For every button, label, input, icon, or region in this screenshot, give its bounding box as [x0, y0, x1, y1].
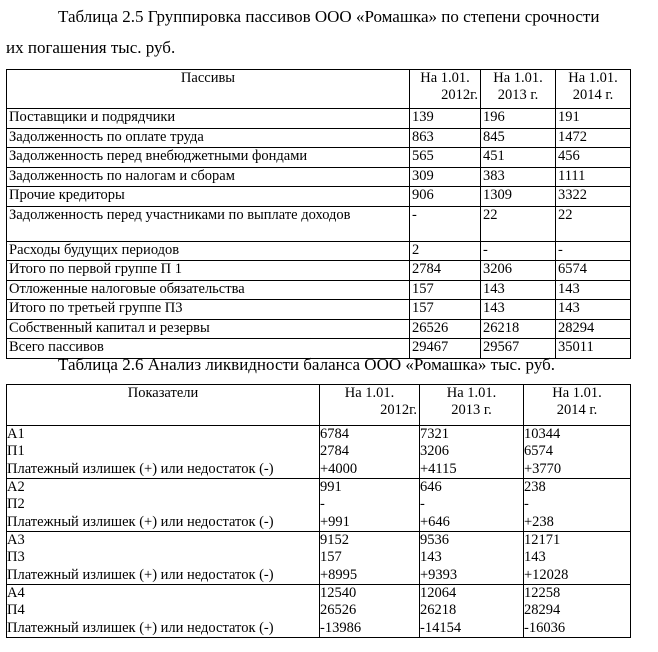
table1-row [7, 261, 631, 281]
value-2012: 157 [410, 280, 481, 300]
value-2013: 143 [481, 300, 556, 320]
liabilities-grouping-table [6, 69, 631, 359]
table1-row [7, 148, 631, 168]
table1-row [7, 241, 631, 261]
table1-header-2014: На 1.01. 2014 г. [556, 70, 631, 109]
liquidity-analysis-table [6, 384, 631, 638]
row-label: Собственный капитал и резервы [7, 319, 410, 339]
table2-group-row [7, 479, 631, 532]
values-2012: 12540 26526 -13986 [320, 585, 420, 638]
table1-caption-line2: их погашения тыс. руб. [6, 38, 176, 57]
value-2013: - [481, 241, 556, 261]
value-2012: 906 [410, 187, 481, 207]
row-label: Поставщики и подрядчики [7, 109, 410, 129]
balance-label: Платежный излишек (+) или недостаток (-) [7, 460, 274, 477]
asset-label: А4 [7, 585, 25, 601]
value-2013: 3206 [481, 261, 556, 281]
table2-header-2014: На 1.01. 2014 г. [524, 385, 631, 426]
value-2012: - [410, 206, 481, 241]
asset-label: А1 [7, 426, 25, 442]
value-2013: 1309 [481, 187, 556, 207]
value-2013: 451 [481, 148, 556, 168]
table1-header-liabilities: Пассивы [7, 70, 410, 109]
value-2013: 383 [481, 167, 556, 187]
indicator-labels [7, 585, 320, 638]
values-2014: 10344 6574 +3770 [524, 426, 631, 479]
table1-row [7, 187, 631, 207]
values-2014: 12171 143 +12028 [524, 532, 631, 585]
value-2014: 143 [556, 300, 631, 320]
values-2012: 9152 157 +8995 [320, 532, 420, 585]
values-2012: 6784 2784 +4000 [320, 426, 420, 479]
value-2012: 2 [410, 241, 481, 261]
table1-caption-line1: Таблица 2.5 Группировка пассивов ООО «Ромашка» по степени срочности [58, 7, 600, 26]
table2-group-row [7, 585, 631, 638]
row-label: Прочие кредиторы [7, 187, 410, 207]
value-2013: 845 [481, 128, 556, 148]
table2-group-row [7, 426, 631, 479]
table2-header-2013: На 1.01. 2013 г. [420, 385, 524, 426]
value-2014: - [556, 241, 631, 261]
value-2014: 3322 [556, 187, 631, 207]
row-label: Итого по первой группе П 1 [7, 261, 410, 281]
table2-header-indicators: Показатели [7, 385, 320, 426]
table1-row [7, 109, 631, 129]
value-2014: 456 [556, 148, 631, 168]
value-2012: 139 [410, 109, 481, 129]
asset-label: А3 [7, 532, 25, 548]
value-2014: 35011 [556, 339, 631, 359]
asset-label: А2 [7, 479, 25, 495]
balance-label: Платежный излишек (+) или недостаток (-) [7, 513, 274, 530]
row-label: Отложенные налоговые обязательства [7, 280, 410, 300]
value-2014: 6574 [556, 261, 631, 281]
values-2013: 9536 143 +9393 [420, 532, 524, 585]
balance-label: Платежный излишек (+) или недостаток (-) [7, 619, 274, 636]
table1-row [7, 128, 631, 148]
row-label: Задолженность по налогам и сборам [7, 167, 410, 187]
values-2012: 991 - +991 [320, 479, 420, 532]
table2-header-2012: На 1.01. 2012г. [320, 385, 420, 426]
value-2014: 143 [556, 280, 631, 300]
value-2012: 26526 [410, 319, 481, 339]
table1-header-row [7, 70, 631, 109]
value-2013: 143 [481, 280, 556, 300]
values-2014: 238 - +238 [524, 479, 631, 532]
table1-row [7, 300, 631, 320]
value-2014: 22 [556, 206, 631, 241]
table2-header-row [7, 385, 631, 426]
indicator-labels [7, 426, 320, 479]
table1-row [7, 206, 631, 241]
indicator-labels [7, 479, 320, 532]
table1-header-2012: На 1.01. 2012г. [410, 70, 481, 109]
row-label: Всего пассивов [7, 339, 410, 359]
value-2012: 565 [410, 148, 481, 168]
liability-label: П2 [7, 496, 25, 513]
value-2012: 157 [410, 300, 481, 320]
table1-row [7, 319, 631, 339]
liability-label: П1 [7, 443, 25, 460]
table2-caption: Таблица 2.6 Анализ ликвидности баланса ООО «Ромашка» тыс. руб. [58, 355, 556, 374]
value-2014: 1111 [556, 167, 631, 187]
value-2012: 29467 [410, 339, 481, 359]
indicator-labels [7, 532, 320, 585]
value-2013: 29567 [481, 339, 556, 359]
table1-header-2013: На 1.01. 2013 г. [481, 70, 556, 109]
value-2012: 2784 [410, 261, 481, 281]
row-label: Задолженность перед участниками по выплате доходов [7, 206, 410, 241]
value-2012: 863 [410, 128, 481, 148]
values-2014: 12258 28294 -16036 [524, 585, 631, 638]
values-2013: 646 - +646 [420, 479, 524, 532]
value-2013: 22 [481, 206, 556, 241]
row-label: Итого по третьей группе П3 [7, 300, 410, 320]
row-label: Задолженность по оплате труда [7, 128, 410, 148]
value-2014: 1472 [556, 128, 631, 148]
value-2014: 191 [556, 109, 631, 129]
liability-label: П3 [7, 549, 25, 566]
table1-row [7, 280, 631, 300]
value-2013: 26218 [481, 319, 556, 339]
table2-group-row [7, 532, 631, 585]
value-2013: 196 [481, 109, 556, 129]
value-2012: 309 [410, 167, 481, 187]
balance-label: Платежный излишек (+) или недостаток (-) [7, 566, 274, 583]
value-2014: 28294 [556, 319, 631, 339]
values-2013: 7321 3206 +4115 [420, 426, 524, 479]
liability-label: П4 [7, 602, 25, 619]
values-2013: 12064 26218 -14154 [420, 585, 524, 638]
table1-row [7, 167, 631, 187]
row-label: Задолженность перед внебюджетными фондами [7, 148, 410, 168]
row-label: Расходы будущих периодов [7, 241, 410, 261]
